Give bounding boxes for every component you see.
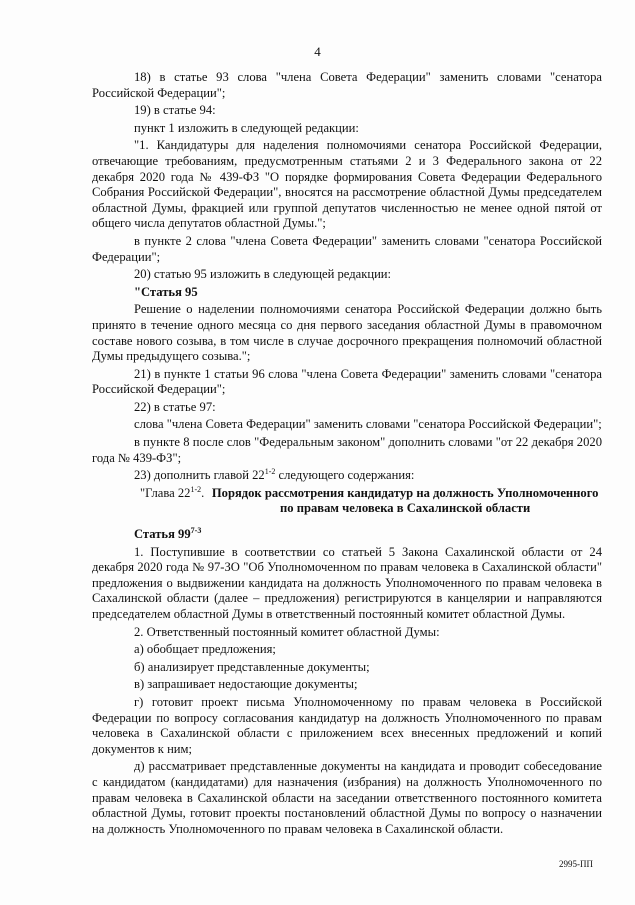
chapter-label-text: "Глава 22 <box>140 485 191 500</box>
chapter-title-line2: по правам человека в Сахалинской области <box>280 501 531 516</box>
paragraph-19: 19) в статье 94: <box>134 103 216 118</box>
chapter-title-line1: Порядок рассмотрения кандидатур на должность Уполномоченного <box>211 485 599 500</box>
chapter-sup: 1-2 <box>190 484 202 494</box>
paragraph-23-text: 23) дополнить главой 22 <box>134 468 265 483</box>
article-point-2: 2. Ответственный постоянный комитет областной Думы: <box>134 624 440 639</box>
footer-code: 2995-ПП <box>559 859 593 869</box>
article-point-2b: б) анализирует представленные документы; <box>134 659 370 674</box>
chapter-label <box>92 486 204 517</box>
paragraph-19-quote: "1. Кандидатуры для наделения полномочиями сенатора Российской Федерации, отвечающие требованиям, предусмотренным статьями 2 и 3 Федерального закона от 22 декабря 2020 года № 439-ФЗ "О порядке формирования Совета Федерации Федерального Собрания Российской Федерации", вносятся на рассмотрение областной Думы председателем областной Думы, фракцией или группой депутатов численностью не менее одной пятой от общего числа депутатов областной Думы."; <box>92 138 602 231</box>
article-point-1: 1. Поступившие в соответствии со статьей 5 Закона Сахалинской области от 24 декабря 2020 года № 97-ЗО "Об Уполномоченном по правам человека в Сахалинской области" предложения о выдвижении кандидата на должность Уполномоченного по правам человека в Сахалинской области (далее – предложения) регистрируются в канцелярии и направляются председателем областной Думы в ответственный постоянный комитет областной Думы. <box>92 544 602 621</box>
article-point-2c: в) запрашивает недостающие документы; <box>134 677 358 692</box>
article-sup: 7-3 <box>190 525 202 535</box>
paragraph-19-point1: пункт 1 изложить в следующей редакции: <box>134 120 359 135</box>
chapter-title <box>204 486 602 517</box>
paragraph-21: 21) в пункте 1 статьи 96 слова "члена Совета Федерации" заменить словами "сенатора Российской Федерации"; <box>92 366 602 397</box>
paragraph-19-point2: в пункте 2 слова "члена Совета Федерации" заменить словами "сенатора Российской Федерации"; <box>92 233 602 264</box>
article-point-2a: а) обобщает предложения; <box>134 642 276 657</box>
paragraph-22: 22) в статье 97: <box>134 399 216 414</box>
article-point-2d: г) готовит проект письма Уполномоченному по правам человека в Российской Федерации по вопросу согласования кандидатур на должность Уполномоченного по правам человека в Сахалинской области с приложением всех внесенных предложений и копий документов к ним; <box>92 694 602 756</box>
paragraph-22-point8: в пункте 8 после слов "Федеральным законом" дополнить словами "от 22 декабря 2020 года № 439-ФЗ"; <box>92 435 602 465</box>
page-number: 4 <box>314 44 321 59</box>
paragraph-23 <box>92 468 602 484</box>
paragraph-23-text-end: следующего содержания: <box>275 468 415 483</box>
article-95-heading: "Статья 95 <box>134 284 198 299</box>
paragraph-20: 20) статью 95 изложить в следующей редакции: <box>134 267 392 282</box>
article-95-text: Решение о наделении полномочиями сенатора Российской Федерации должно быть принято в течение одного месяца со дня первого заседания областной Думы в правомочном составе нового созыва, в том числе в случае досрочного прекращения полномочий областной Думы предыдущего созыва."; <box>92 302 602 364</box>
chapter-label-end: . <box>201 485 205 500</box>
document-body <box>92 70 602 839</box>
article-label: Статья 99 <box>134 527 191 542</box>
article-heading <box>92 527 602 543</box>
paragraph-22-words: слова "члена Совета Федерации" заменить словами "сенатора Российской Федерации"; <box>134 417 602 432</box>
chapter-heading <box>92 486 602 517</box>
paragraph-23-sup: 1-2 <box>264 467 276 477</box>
article-point-2e: д) рассматривает представленные документы на кандидата и проводит собеседование с кандидатом (кандидатами) для назначения (избрания) на должность Уполномоченного по правам человека в Сахалинской области на заседании ответственного постоянного комитета областной Думы, готовит проекты постановлений областной Думы по вопросу о назначении на должность Уполномоченного по правам человека в Сахалинской области. <box>92 759 602 836</box>
paragraph-18: 18) в статье 93 слова "члена Совета Федерации" заменить словами "сенатора Российской Федерации"; <box>92 70 602 100</box>
